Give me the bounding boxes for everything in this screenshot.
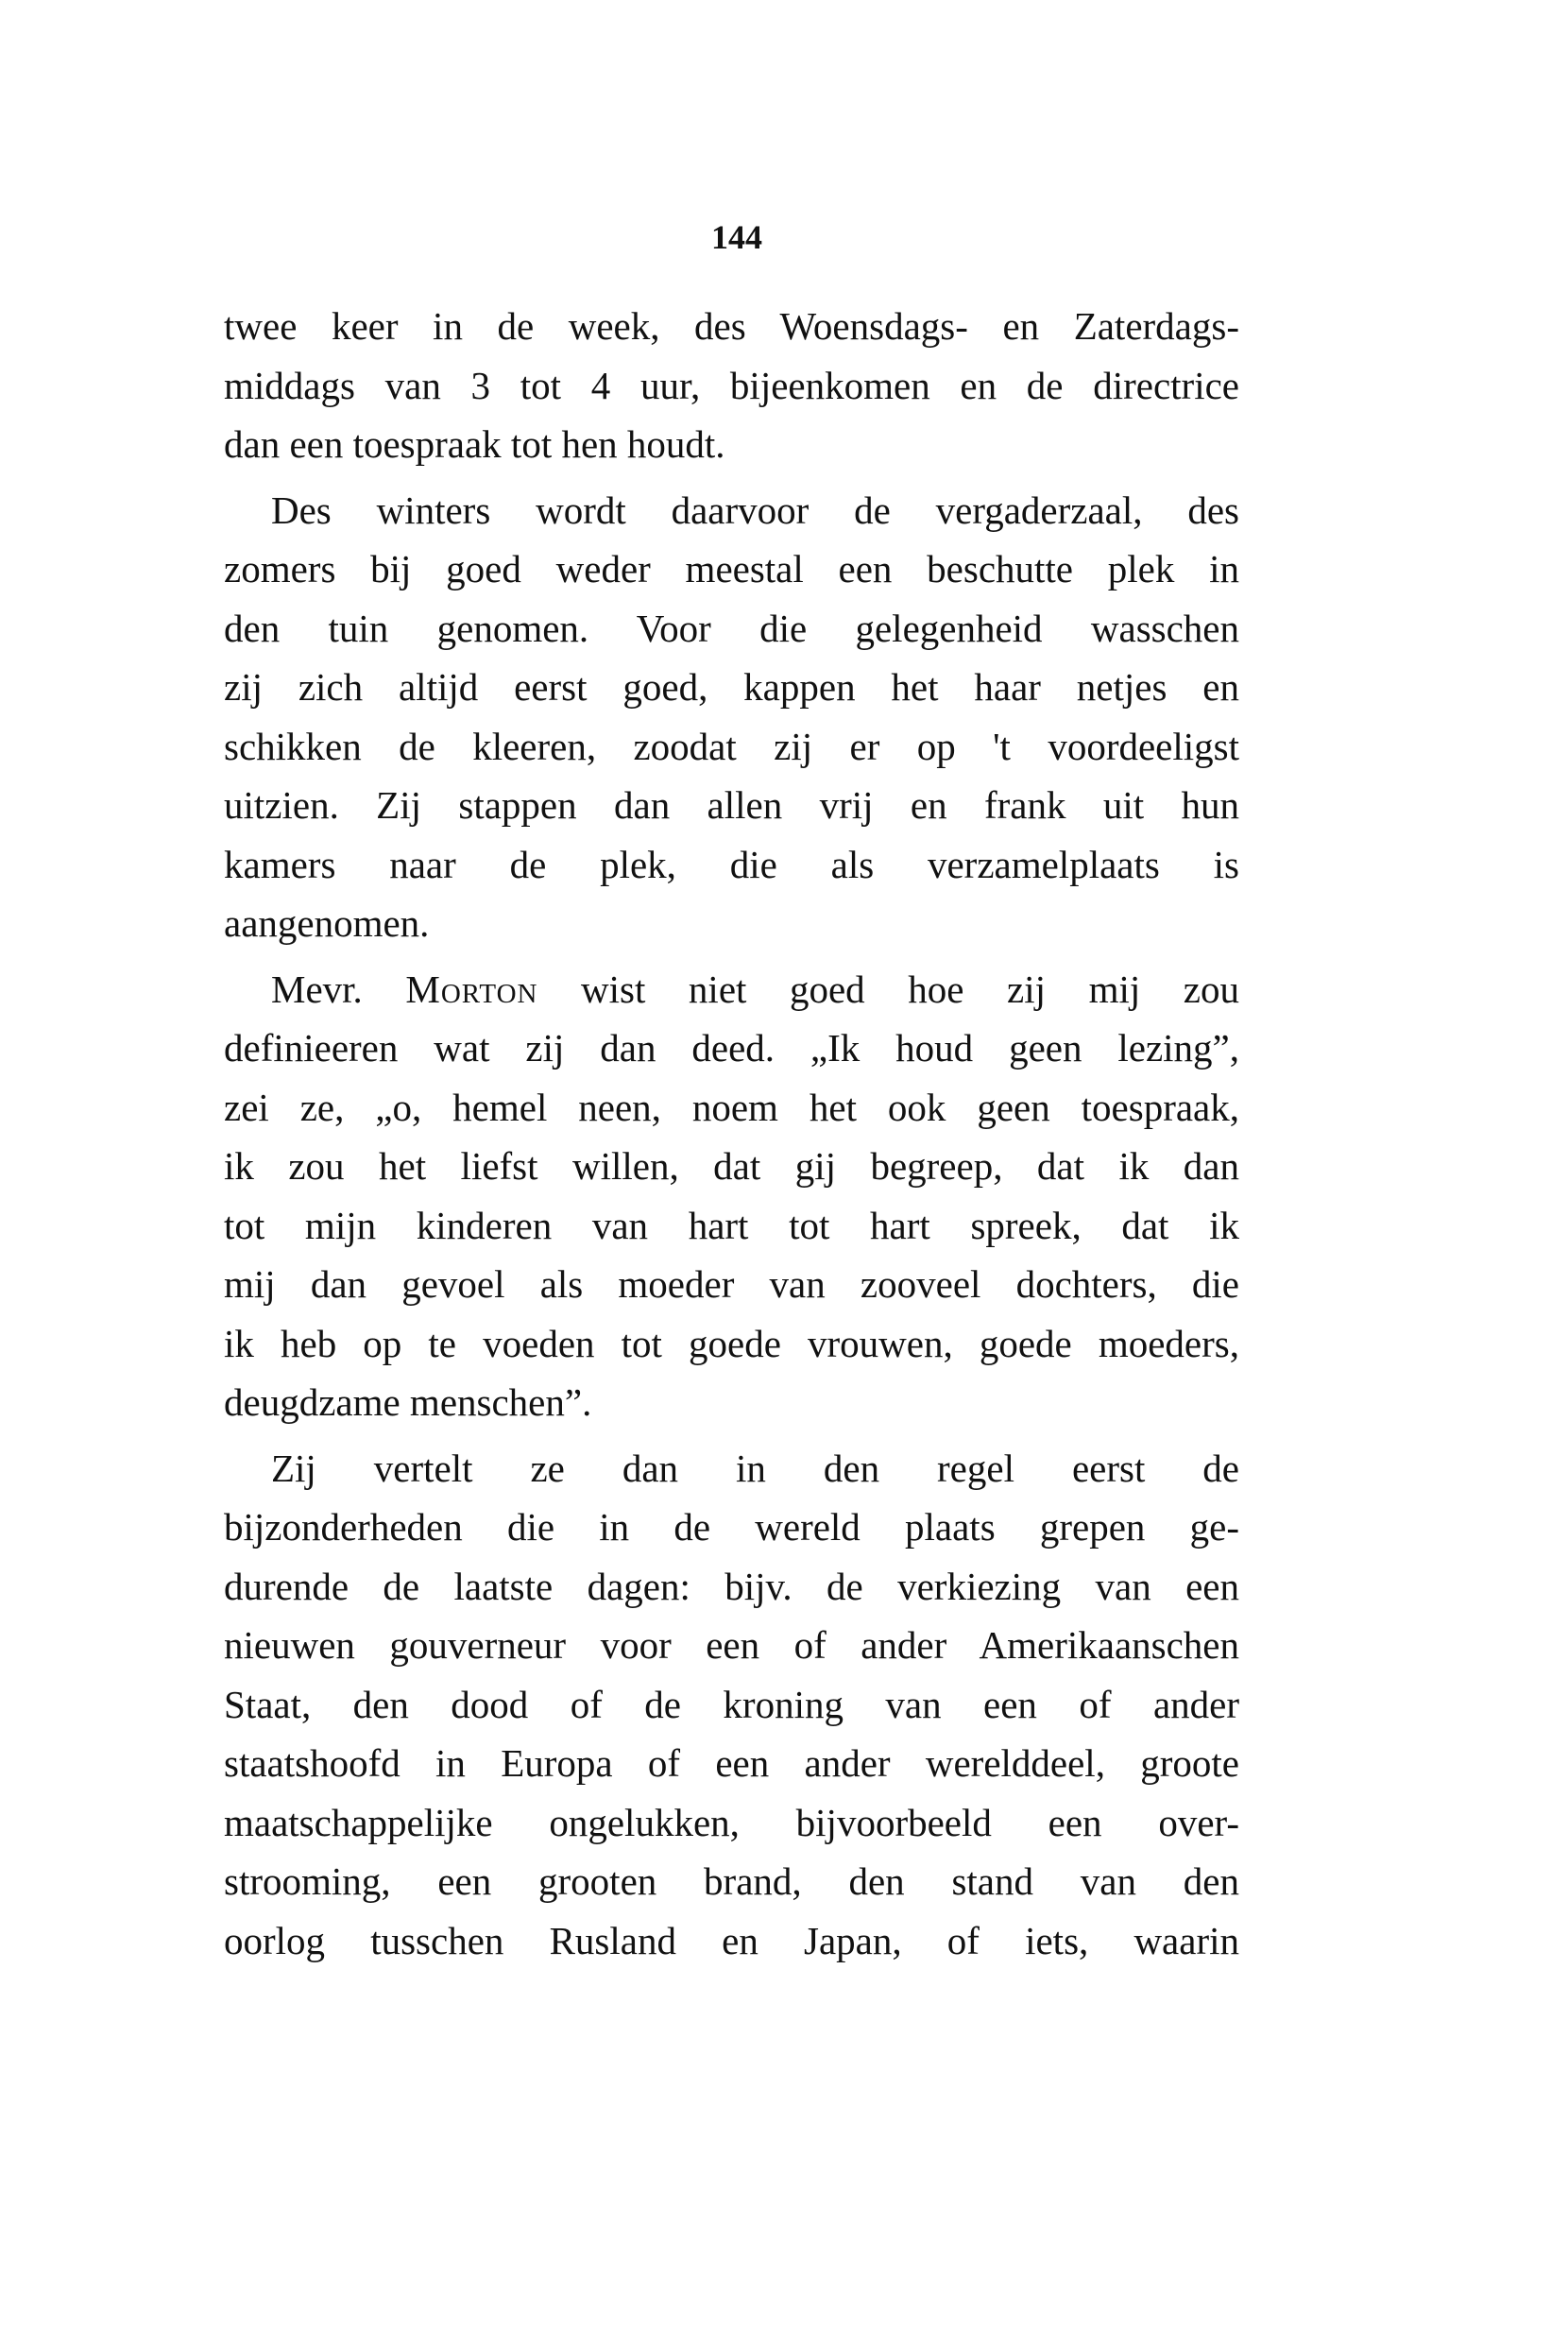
- person-name: Morton: [405, 967, 538, 1011]
- text-line: schikken de kleeren, zoodat zij er op 't voordeeligst: [224, 724, 1239, 768]
- text-line: zomers bij goed weder meestal een beschutte plek in: [224, 547, 1239, 591]
- text-line: kamers naar de plek, die als verzamelplaats is: [224, 842, 1239, 886]
- text-line: oorlog tusschen Rusland en Japan, of iets, waarin: [224, 1918, 1239, 1962]
- text-line: zij zich altijd eerst goed, kappen het haar netjes en: [224, 665, 1239, 709]
- paragraph: [224, 297, 1239, 474]
- text-line: maatschappelijke ongelukken, bijvoorbeeld een over-: [224, 1800, 1239, 1844]
- text-line: strooming, een grooten brand, den stand van den: [224, 1859, 1239, 1903]
- text-line: middags van 3 tot 4 uur, bijeenkomen en de directrice: [224, 363, 1239, 407]
- text-line: Zij vertelt ze dan in den regel eerst de: [271, 1446, 1239, 1490]
- text-line: mij dan gevoel als moeder van zooveel dochters, die: [224, 1262, 1239, 1306]
- paragraph: [224, 960, 1239, 1432]
- text-segment: Mevr.: [271, 967, 406, 1011]
- page-number: 144: [711, 218, 762, 256]
- text-line: Des winters wordt daarvoor de vergaderzaal, des: [271, 488, 1239, 532]
- text-line: ik zou het liefst willen, dat gij begreep, dat ik dan: [224, 1144, 1239, 1188]
- text-line: definieeren wat zij dan deed. „Ik houd geen lezing”,: [224, 1026, 1239, 1070]
- text-line: uitzien. Zij stappen dan allen vrij en frank uit hun: [224, 783, 1239, 827]
- paragraph: [224, 481, 1239, 953]
- paragraph: [224, 1439, 1239, 1971]
- text-line: den tuin genomen. Voor die gelegenheid wasschen: [224, 606, 1239, 650]
- text-line: Staat, den dood of de kroning van een of ander: [224, 1682, 1239, 1726]
- text-line: nieuwen gouverneur voor een of ander Amerikaanschen: [224, 1623, 1239, 1667]
- text-line: staatshoofd in Europa of een ander werelddeel, groote: [224, 1741, 1239, 1785]
- text-segment: wist niet goed hoe zij mij zou: [537, 967, 1240, 1011]
- text-line: ik heb op te voeden tot goede vrouwen, goede moeders,: [224, 1321, 1239, 1365]
- text-line: twee keer in de week, des Woensdags- en Zaterdags-: [224, 304, 1239, 348]
- text-line: aangenomen.: [224, 901, 430, 945]
- text-line: bijzonderheden die in de wereld plaats grepen ge-: [224, 1505, 1239, 1549]
- text-line: [224, 960, 1239, 1019]
- text-line: deugdzame menschen”.: [224, 1380, 592, 1424]
- text-line: dan een toespraak tot hen houdt.: [224, 422, 725, 466]
- text-line: zei ze, „o, hemel neen, noem het ook geen toespraak,: [224, 1085, 1239, 1129]
- body-text: [224, 297, 1239, 1977]
- text-line: durende de laatste dagen: bijv. de verkiezing van een: [224, 1564, 1239, 1608]
- text-line: tot mijn kinderen van hart tot hart spreek, dat ik: [224, 1203, 1239, 1247]
